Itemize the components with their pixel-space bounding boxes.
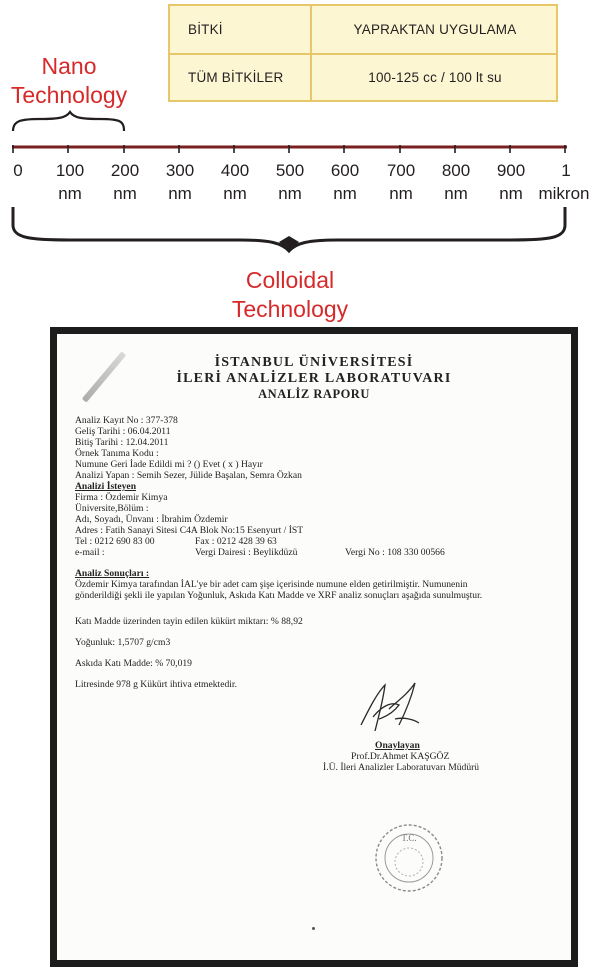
approver-title: İ.Ü. İleri Analizler Laboratuvarı Müdürü — [323, 762, 480, 773]
unit-label: nm — [58, 184, 82, 203]
unit-label: nm — [499, 184, 523, 203]
unit-label: nm — [333, 184, 357, 203]
tick-label: 900 — [496, 161, 526, 180]
colloid-label-line1: Colloidal — [245, 267, 335, 293]
tick-label: 400 — [220, 161, 250, 180]
tick-label: 800 — [441, 161, 471, 180]
tick-label: 100 — [55, 161, 85, 180]
stamp-text: T.C. — [401, 833, 417, 843]
header-application: YAPRAKTAN UYGULAMA — [353, 22, 517, 37]
results-text-2: gönderildiği şekli ile yapılan Yoğunluk, Askıda Katı Madde ve XRF analiz sonuçları aşağıda sunulmuştur. — [75, 590, 483, 601]
phone: Tel : 0212 690 83 00 — [75, 536, 155, 547]
institution-title: İSTANBUL ÜNİVERSİTESİ — [214, 355, 414, 370]
nano-brace — [13, 112, 124, 131]
company: Firma : Özdemir Kimya — [75, 492, 168, 503]
tick-label: 1 — [561, 161, 571, 180]
cell-dose: 100-125 cc / 100 lt su — [368, 70, 502, 85]
tax-office: Vergi Dairesi : Beylikdüzü — [195, 547, 298, 558]
scan-speck — [312, 927, 315, 930]
header-plant: BİTKİ — [188, 22, 223, 37]
unit-label: nm — [444, 184, 468, 203]
tick-label: 600 — [330, 161, 360, 180]
analysis-record-no: Analiz Kayıt No : 377-378 — [75, 415, 178, 426]
unit-label: nm — [278, 184, 302, 203]
tick-label: 500 — [275, 161, 305, 180]
tax-number: Vergi No : 108 330 00566 — [345, 547, 445, 558]
colloid-label-line2: Technology — [231, 296, 349, 322]
unit-label: nm — [113, 184, 137, 203]
cell-all-plants: TÜM BİTKİLER — [188, 70, 284, 85]
results-heading: Analiz Sonuçları : — [75, 568, 150, 579]
approver-name: Prof.Dr.Ahmet KAŞGÖZ — [351, 751, 450, 762]
address: Adres : Fatih Sanayi Sitesi C4A Blok No:15 Esenyurt / İST — [75, 525, 304, 536]
tick-label: 700 — [386, 161, 416, 180]
official-stamp — [373, 822, 445, 894]
nano-label-line2: Technology — [10, 82, 128, 108]
fax: Fax : 0212 428 39 63 — [195, 536, 277, 547]
university-department: Üniversite,Bölüm : — [75, 503, 149, 514]
sample-return: Numune Geri İade Edildi mi ? () Evet ( x ) Hayır — [75, 459, 263, 470]
application-table — [168, 4, 558, 102]
density: Yoğunluk: 1,5707 g/cm3 — [75, 637, 171, 648]
completion-date: Bitiş Tarihi : 12.04.2011 — [75, 437, 169, 448]
tick-label: 300 — [165, 161, 195, 180]
unit-label: nm — [168, 184, 192, 203]
approver-heading: Onaylayan — [375, 740, 420, 751]
sulfur-content: Katı Madde üzerinden tayin edilen kükürt miktarı: % 88,92 — [75, 616, 303, 627]
tick-label: 200 — [110, 161, 140, 180]
colloid-brace-point — [279, 236, 299, 252]
unit-label: nm — [223, 184, 247, 203]
requester-heading: Analizi İsteyen — [75, 481, 137, 492]
colloidal-technology-label — [200, 266, 380, 324]
lab-title: İLERİ ANALİZLER LABORATUVARI — [176, 371, 452, 386]
sulfur-per-litre: Litresinde 978 g Kükürt ihtiva etmektedir. — [75, 679, 237, 690]
tick-label: 0 — [13, 161, 23, 180]
sample-code: Örnek Tanıma Kodu : — [75, 448, 159, 459]
analysts: Analizi Yapan : Semih Sezer, Jülide Başalan, Semra Özkan — [75, 470, 302, 481]
nano-label-line1: Nano — [41, 53, 97, 79]
unit-label: mikron — [538, 184, 590, 203]
signature-mark — [355, 679, 425, 739]
report-title: ANALİZ RAPORU — [258, 387, 370, 401]
analysis-report — [57, 334, 571, 960]
table-data-row — [170, 54, 556, 101]
analysis-report-frame — [50, 327, 578, 967]
arrival-date: Geliş Tarihi : 06.04.2011 — [75, 426, 171, 437]
contact-name: Adı, Soyadı, Ünvanı : İbrahim Özdemir — [75, 514, 228, 525]
email: e-mail : — [75, 547, 105, 558]
unit-label: nm — [389, 184, 413, 203]
suspended-solids: Askıda Katı Madde: % 70,019 — [75, 658, 192, 669]
table-header-row — [170, 6, 556, 55]
results-text-1: Özdemir Kimya tarafından İAL'ye bir adet cam şişe içerisinde numune elden getirilmiştir. Numunenin — [75, 579, 468, 590]
